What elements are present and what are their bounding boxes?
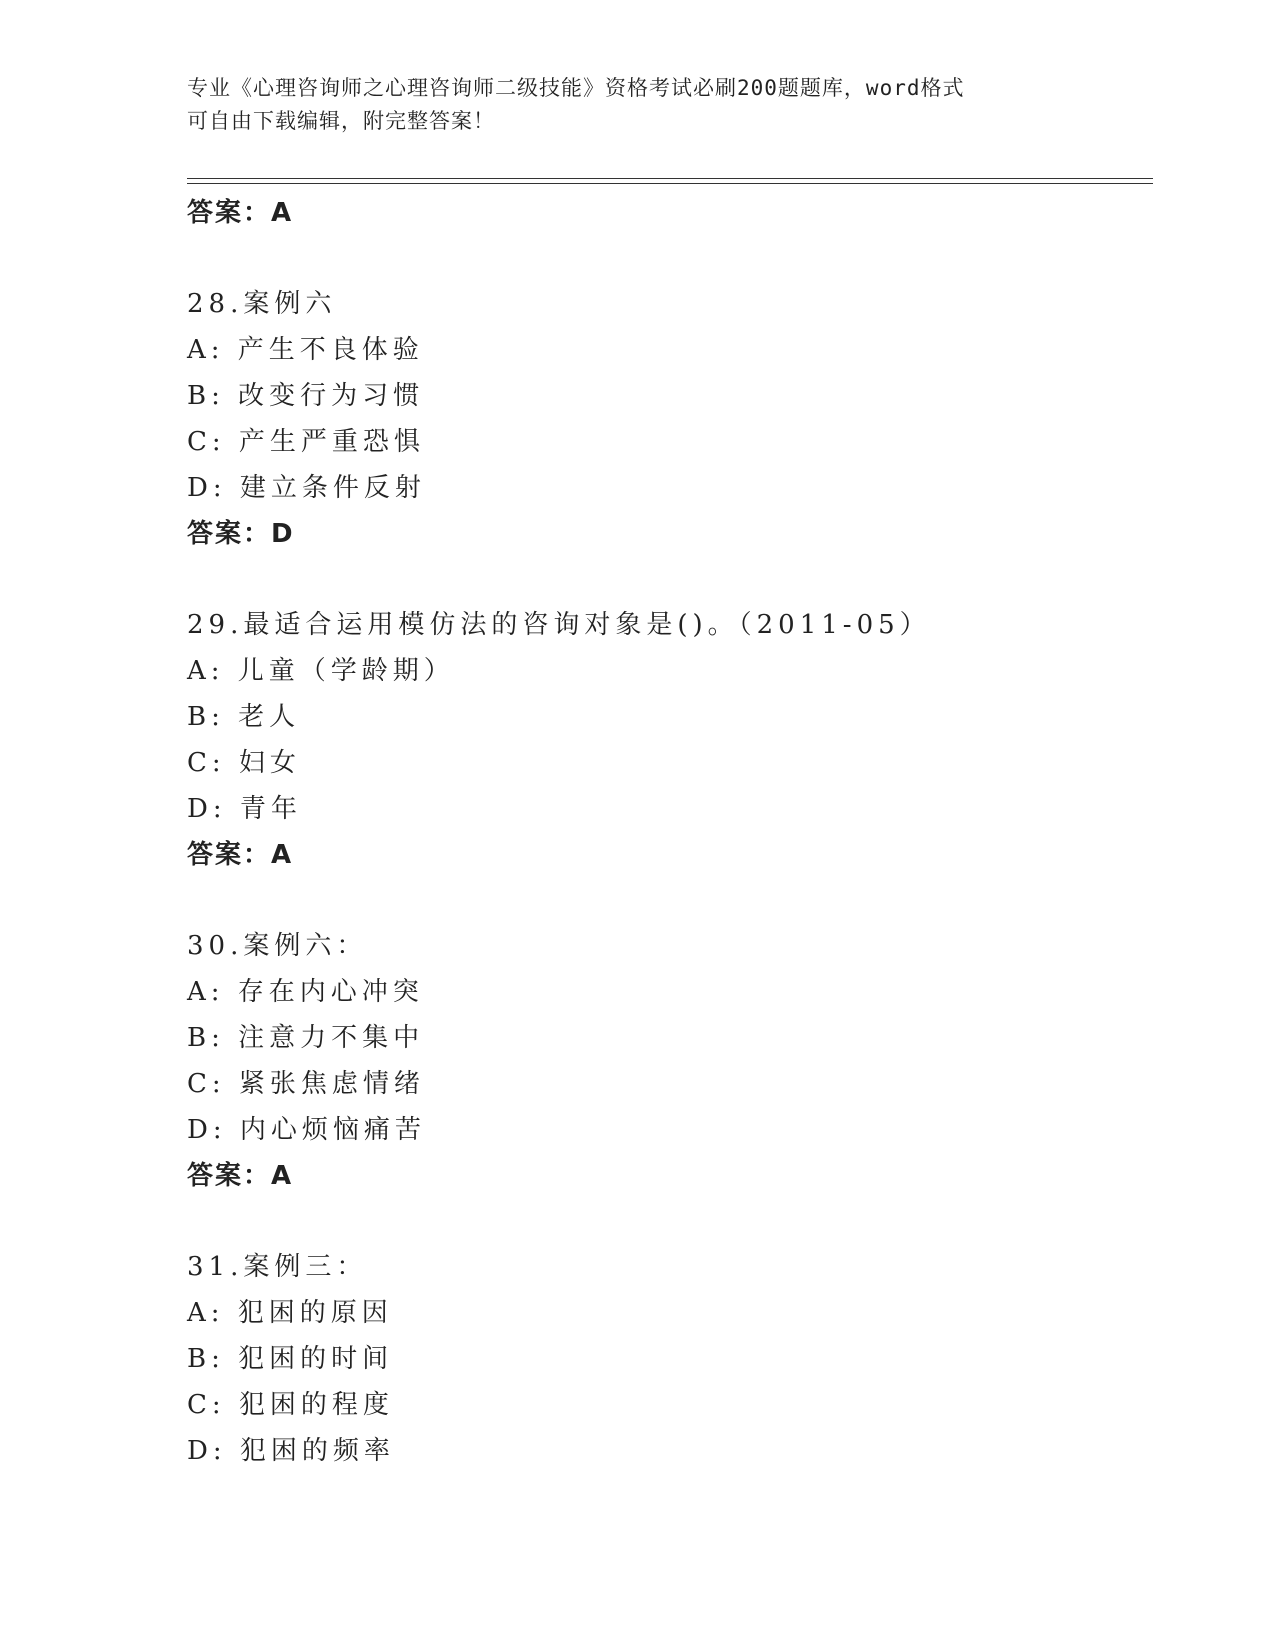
option-b: B: 犯困的时间: [187, 1344, 394, 1374]
answer-line-27: 答案：A: [187, 198, 294, 228]
question-30: [187, 923, 1147, 1199]
question-29: [187, 602, 1147, 878]
spacer: [187, 878, 1147, 923]
option-c: C: 妇女: [187, 748, 301, 778]
question-stem: 30.案例六：: [187, 931, 368, 961]
option-a: A: 存在内心冲突: [187, 977, 424, 1007]
option-b: B: 老人: [187, 702, 301, 732]
answer-line: 答案：A: [187, 1161, 294, 1191]
option-c: C: 紧张焦虑情绪: [187, 1069, 425, 1099]
spacer: [187, 557, 1147, 602]
question-stem: 28.案例六: [187, 289, 337, 319]
answer-line: 答案：D: [187, 519, 295, 549]
header-title-line-1: 专业《心理咨询师之心理咨询师二级技能》资格考试必刷200题题库，word格式: [187, 76, 965, 100]
option-d: D: 犯困的频率: [187, 1436, 395, 1466]
answer-line: 答案：A: [187, 840, 294, 870]
option-a: A: 犯困的原因: [187, 1298, 393, 1328]
header-divider-bottom: [187, 183, 1153, 184]
spacer: [187, 236, 1147, 281]
question-list: [187, 190, 1147, 1474]
option-a: A: 儿童（学龄期）: [187, 656, 455, 686]
option-a: A: 产生不良体验: [187, 335, 424, 365]
option-d: D: 内心烦恼痛苦: [187, 1115, 426, 1145]
option-b: B: 改变行为习惯: [187, 381, 425, 411]
question-stem: 31.案例三：: [187, 1252, 368, 1282]
header-title-line-2: 可自由下载编辑，附完整答案！: [187, 109, 495, 133]
option-b: B: 注意力不集中: [187, 1023, 425, 1053]
question-28: [187, 281, 1147, 557]
option-c: C: 产生严重恐惧: [187, 427, 425, 457]
question-stem: 29.最适合运用模仿法的咨询对象是()。（2011-05）: [187, 610, 931, 640]
option-d: D: 建立条件反射: [187, 473, 426, 503]
header-divider-top: [187, 178, 1153, 179]
option-c: C: 犯困的程度: [187, 1390, 394, 1420]
spacer: [187, 1199, 1147, 1244]
question-31: [187, 1244, 1147, 1474]
option-d: D: 青年: [187, 794, 302, 824]
page-header: [187, 72, 1087, 138]
